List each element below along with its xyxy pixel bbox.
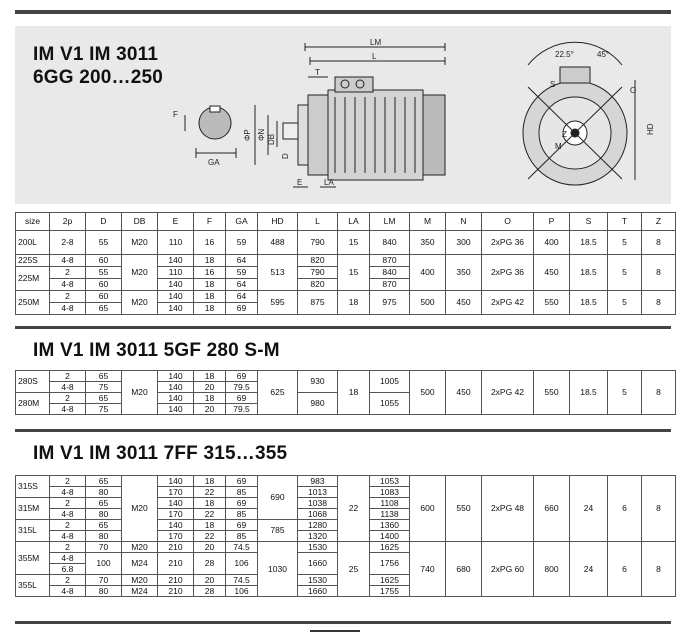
cell: 1400 [370, 531, 410, 542]
cell: 8 [642, 476, 676, 542]
cell: 315L [16, 520, 50, 542]
table-row [16, 476, 676, 487]
cell: 74.5 [226, 575, 258, 586]
cell: 625 [258, 371, 298, 415]
cell: 170 [158, 531, 194, 542]
cell: 210 [158, 575, 194, 586]
cell: 25 [338, 542, 370, 597]
cell: 600 [410, 476, 446, 542]
cell: 2xPG 48 [482, 476, 534, 542]
cell: 80 [86, 586, 122, 597]
cell: 4-8 [50, 509, 86, 520]
cell: 210 [158, 553, 194, 575]
cell: 64 [226, 291, 258, 303]
dim-e-label: E [297, 178, 303, 187]
dim-d-label: D [281, 153, 290, 159]
cell: 2 [50, 291, 86, 303]
col-header: Z [642, 213, 676, 231]
cell: 500 [410, 291, 446, 315]
cell: 6 [608, 476, 642, 542]
cell: 79.5 [226, 382, 258, 393]
cell: 28 [194, 586, 226, 597]
col-header: LM [370, 213, 410, 231]
cell: M20 [122, 231, 158, 255]
cell: 2 [50, 575, 86, 586]
cell: 18 [338, 291, 370, 315]
cell: 2 [50, 542, 86, 553]
cell: 2xPG 36 [482, 231, 534, 255]
dim-p-label: ΦP [243, 129, 252, 141]
cell: 800 [534, 542, 570, 597]
cell: 18 [194, 303, 226, 315]
top-rule [15, 10, 671, 14]
cell: 300 [446, 231, 482, 255]
cell: 69 [226, 303, 258, 315]
cell: 930 [298, 371, 338, 393]
dim-db-label: DB [267, 133, 276, 145]
cell: 820 [298, 255, 338, 267]
motor-end-view-drawing [523, 42, 627, 185]
cell: 69 [226, 371, 258, 382]
cell: 400 [534, 231, 570, 255]
dim-z-label: Z [562, 130, 567, 139]
cell: 22 [194, 531, 226, 542]
cell: 2 [50, 393, 86, 404]
cell: 65 [86, 393, 122, 404]
cell: 140 [158, 303, 194, 315]
cell: 18 [194, 371, 226, 382]
cell: 20 [194, 575, 226, 586]
cell: 2xPG 36 [482, 255, 534, 291]
cell: 18 [338, 371, 370, 415]
cell: M20 [122, 255, 158, 291]
cell: 2xPG 42 [482, 371, 534, 415]
dim-hd-label: HD [646, 123, 655, 135]
dimension-table-7ff [15, 475, 676, 597]
cell: 18 [194, 291, 226, 303]
cell: 4-8 [50, 586, 86, 597]
cell: 550 [534, 371, 570, 415]
cell: M20 [122, 291, 158, 315]
cell: 170 [158, 487, 194, 498]
cell: 225S [16, 255, 50, 267]
cell: 60 [86, 255, 122, 267]
cell: 1068 [298, 509, 338, 520]
cell: 790 [298, 267, 338, 279]
cell: 16 [194, 231, 226, 255]
cell: 785 [258, 520, 298, 542]
cell: 55 [86, 267, 122, 279]
cell: 5 [608, 291, 642, 315]
cell: 24 [570, 542, 608, 597]
cell: 18.5 [570, 371, 608, 415]
cell: M20 [122, 476, 158, 542]
cell: 59 [226, 267, 258, 279]
cell: 2-8 [50, 231, 86, 255]
cell: 110 [158, 231, 194, 255]
col-header: size [16, 213, 50, 231]
cell: 28 [194, 553, 226, 575]
cell: 870 [370, 279, 410, 291]
cell: 20 [194, 404, 226, 415]
cell: 140 [158, 520, 194, 531]
dim-l-label: L [372, 52, 377, 61]
col-header: P [534, 213, 570, 231]
cell: 140 [158, 279, 194, 291]
cell: 80 [86, 531, 122, 542]
cell: 2 [50, 520, 86, 531]
cell: 1005 [370, 371, 410, 393]
cell: 24 [570, 476, 608, 542]
section1-title: IM V1 IM 3011 [33, 44, 159, 65]
cell: 18 [194, 476, 226, 487]
cell: 69 [226, 498, 258, 509]
cell: 140 [158, 382, 194, 393]
cell: 225M [16, 267, 50, 291]
dim-m-label: M [555, 142, 562, 151]
col-header: D [86, 213, 122, 231]
section-rule-2 [15, 429, 671, 432]
col-header: F [194, 213, 226, 231]
cell: 500 [410, 371, 446, 415]
cell: 350 [446, 255, 482, 291]
cell: 15 [338, 255, 370, 291]
cell: 980 [298, 393, 338, 415]
dim-o-label: O [630, 86, 637, 95]
dimension-table-5gf [15, 370, 676, 415]
col-header: T [608, 213, 642, 231]
cell: 4-8 [50, 553, 86, 564]
table-row [16, 291, 676, 303]
cell: 2 [50, 371, 86, 382]
cell: 1138 [370, 509, 410, 520]
cell: 74.5 [226, 542, 258, 553]
cell: 18 [194, 498, 226, 509]
cell: M20 [122, 542, 158, 553]
cell: 1083 [370, 487, 410, 498]
cell: 20 [194, 382, 226, 393]
cell: 69 [226, 520, 258, 531]
cell: 20 [194, 542, 226, 553]
cell: 69 [226, 476, 258, 487]
table-row [16, 231, 676, 255]
cell: 1660 [298, 553, 338, 575]
cell: 983 [298, 476, 338, 487]
dim-t-label: T [315, 68, 320, 77]
cell: 8 [642, 255, 676, 291]
shaft-section-drawing [185, 106, 236, 158]
cell: 80 [86, 509, 122, 520]
cell: 140 [158, 476, 194, 487]
table-row [16, 255, 676, 267]
cell: 59 [226, 231, 258, 255]
cell: 840 [370, 231, 410, 255]
table-row [16, 371, 676, 382]
cell: 1625 [370, 542, 410, 553]
cell: 4-8 [50, 382, 86, 393]
cell: 4-8 [50, 531, 86, 542]
cell: 22 [194, 509, 226, 520]
cell: 1360 [370, 520, 410, 531]
cell: 8 [642, 291, 676, 315]
dim-la-label: LA [324, 178, 334, 187]
cell: 1530 [298, 575, 338, 586]
cell: 1756 [370, 553, 410, 575]
cell: 55 [86, 231, 122, 255]
cell: 4-8 [50, 303, 86, 315]
cell: 140 [158, 371, 194, 382]
dimension-table-6gg [15, 212, 676, 315]
cell: 5 [608, 255, 642, 291]
cell: 65 [86, 371, 122, 382]
cell: 5 [608, 371, 642, 415]
cell: 4-8 [50, 404, 86, 415]
footer-mark [310, 630, 360, 632]
cell: 1013 [298, 487, 338, 498]
cell: 875 [298, 291, 338, 315]
cell: 1625 [370, 575, 410, 586]
cell: 820 [298, 279, 338, 291]
cell: 450 [446, 371, 482, 415]
cell: 100 [86, 553, 122, 575]
cell: 740 [410, 542, 446, 597]
cell: 106 [226, 553, 258, 575]
cell: 15 [338, 231, 370, 255]
cell: 18.5 [570, 231, 608, 255]
cell: 1053 [370, 476, 410, 487]
cell: 1055 [370, 393, 410, 415]
cell: 840 [370, 267, 410, 279]
cell: 1530 [298, 542, 338, 553]
col-header: LA [338, 213, 370, 231]
cell: 513 [258, 255, 298, 291]
motor-dimension-drawing [160, 35, 665, 197]
cell: 200L [16, 231, 50, 255]
cell: 280M [16, 393, 50, 415]
cell: 140 [158, 498, 194, 509]
cell: 22 [194, 487, 226, 498]
cell: 1660 [298, 586, 338, 597]
cell: 355M [16, 542, 50, 575]
cell: 4-8 [50, 279, 86, 291]
cell: M24 [122, 553, 158, 575]
col-header: GA [226, 213, 258, 231]
cell: 18 [194, 255, 226, 267]
cell: 85 [226, 531, 258, 542]
cell: 64 [226, 255, 258, 267]
cell: 18 [194, 520, 226, 531]
cell: 8 [642, 371, 676, 415]
cell: 2 [50, 267, 86, 279]
cell: 315M [16, 498, 50, 520]
section2-title: IM V1 IM 3011 5GF 280 S-M [33, 340, 280, 361]
cell: M24 [122, 586, 158, 597]
cell: 170 [158, 509, 194, 520]
cell: 60 [86, 291, 122, 303]
cell: 488 [258, 231, 298, 255]
table-header-row [16, 213, 676, 231]
col-header: M [410, 213, 446, 231]
cell: 2xPG 60 [482, 542, 534, 597]
cell: 16 [194, 267, 226, 279]
cell: 5 [608, 231, 642, 255]
cell: 680 [446, 542, 482, 597]
cell: 4-8 [50, 255, 86, 267]
cell: 450 [446, 291, 482, 315]
col-header: DB [122, 213, 158, 231]
dim-f-label: F [173, 110, 178, 119]
cell: 75 [86, 382, 122, 393]
cell: 140 [158, 393, 194, 404]
col-header: S [570, 213, 608, 231]
cell: 8 [642, 542, 676, 597]
cell: 80 [86, 487, 122, 498]
cell: 18 [194, 279, 226, 291]
dim-ga-label: GA [208, 158, 220, 167]
cell: 6.8 [50, 564, 86, 575]
section-rule-1 [15, 326, 671, 329]
cell: 1320 [298, 531, 338, 542]
cell: 1108 [370, 498, 410, 509]
cell: 350 [410, 231, 446, 255]
cell: 210 [158, 586, 194, 597]
cell: 64 [226, 279, 258, 291]
cell: 18 [194, 393, 226, 404]
cell: 595 [258, 291, 298, 315]
col-header: O [482, 213, 534, 231]
col-header: N [446, 213, 482, 231]
cell: 70 [86, 542, 122, 553]
cell: 975 [370, 291, 410, 315]
cell: 250M [16, 291, 50, 315]
cell: 210 [158, 542, 194, 553]
cell: 870 [370, 255, 410, 267]
cell: 2 [50, 476, 86, 487]
cell: 140 [158, 404, 194, 415]
cell: 65 [86, 520, 122, 531]
cell: 550 [446, 476, 482, 542]
cell: 85 [226, 487, 258, 498]
cell: M20 [122, 575, 158, 586]
dim-s-label: S [550, 80, 556, 89]
cell: 79.5 [226, 404, 258, 415]
cell: 790 [298, 231, 338, 255]
cell: 22 [338, 476, 370, 542]
col-header: E [158, 213, 194, 231]
cell: 65 [86, 303, 122, 315]
cell: 4-8 [50, 487, 86, 498]
col-header: L [298, 213, 338, 231]
cell: 18.5 [570, 291, 608, 315]
bottom-rule [15, 621, 671, 624]
cell: 1755 [370, 586, 410, 597]
cell: 110 [158, 267, 194, 279]
cell: 106 [226, 586, 258, 597]
cell: 1038 [298, 498, 338, 509]
cell: 140 [158, 255, 194, 267]
cell: 450 [534, 255, 570, 291]
col-header: HD [258, 213, 298, 231]
section1-subtitle: 6GG 200…250 [33, 67, 164, 88]
cell: 65 [86, 476, 122, 487]
cell: 8 [642, 231, 676, 255]
table-row [16, 542, 676, 553]
cell: 69 [226, 393, 258, 404]
cell: M20 [122, 371, 158, 415]
col-header: 2p [50, 213, 86, 231]
cell: 70 [86, 575, 122, 586]
cell: 85 [226, 509, 258, 520]
cell: 280S [16, 371, 50, 393]
cell: 355L [16, 575, 50, 597]
cell: 660 [534, 476, 570, 542]
cell: 400 [410, 255, 446, 291]
dim-n-label: ΦN [257, 128, 266, 141]
dim-angle1-label: 22.5° [555, 50, 574, 59]
dim-angle2-label: 45° [597, 50, 610, 59]
cell: 75 [86, 404, 122, 415]
cell: 550 [534, 291, 570, 315]
cell: 315S [16, 476, 50, 498]
cell: 65 [86, 498, 122, 509]
section3-title: IM V1 IM 3011 7FF 315…355 [33, 443, 288, 464]
cell: 690 [258, 476, 298, 520]
cell: 6 [608, 542, 642, 597]
cell: 1280 [298, 520, 338, 531]
cell: 2 [50, 498, 86, 509]
cell: 140 [158, 291, 194, 303]
cell: 18.5 [570, 255, 608, 291]
cell: 2xPG 42 [482, 291, 534, 315]
cell: 1030 [258, 542, 298, 597]
cell: 60 [86, 279, 122, 291]
dim-lm-label: LM [370, 38, 382, 47]
